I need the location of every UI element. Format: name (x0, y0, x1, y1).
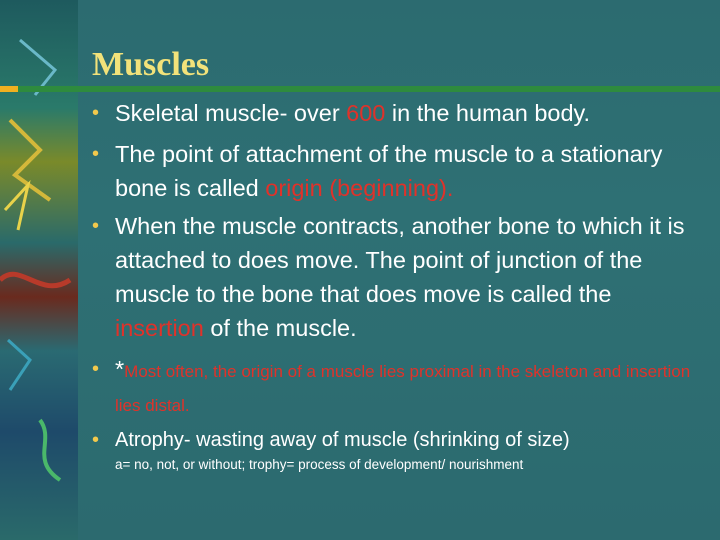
slide-title: Muscles (92, 46, 210, 83)
bullet-item-4 (92, 352, 704, 420)
bullet-text: *Most often, the origin of a muscle lies proximal in the skeleton and insertion lies distal. (115, 356, 691, 415)
bullet-text: Atrophy- wasting away of muscle (shrinking of size) (115, 429, 570, 451)
bullet-text: The point of attachment of the muscle to a stationary bone is called origin (beginning). (115, 141, 663, 201)
decorative-art-strip (0, 0, 78, 540)
bullet-item-1 (92, 96, 704, 130)
bullet-item-2 (92, 137, 704, 205)
bullet-text: When the muscle contracts, another bone to which it is attached to does move. The point of junction of the muscle to the bone that does move is called the insertion of the muscle. (115, 213, 685, 341)
decorative-art (0, 0, 78, 540)
title-rule-accent (0, 86, 18, 92)
definition-note: a= no, not, or without; trophy= process of development/ nourishment (115, 457, 524, 472)
bullet-icon: • (92, 215, 100, 237)
title-rule (18, 86, 720, 92)
bullet-icon: • (92, 102, 100, 124)
bullet-text: Skeletal muscle- over 600 in the human body. (115, 100, 591, 126)
bullet-icon: • (92, 143, 100, 165)
bullet-icon: • (92, 429, 100, 451)
bullet-item-3 (92, 209, 704, 345)
bullet-item-5 (92, 423, 704, 457)
bullet-icon: • (92, 358, 100, 380)
